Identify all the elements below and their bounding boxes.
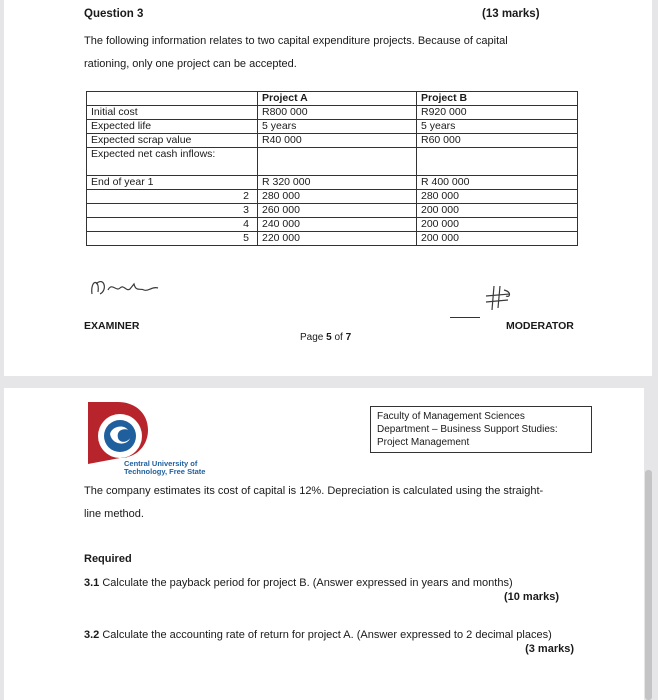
table-cell: Expected scrap value xyxy=(87,134,258,148)
table-cell: Initial cost xyxy=(87,106,258,120)
question-intro: The following information relates to two capital expenditure projects. Because of capital rationing, only one project can be accepted. xyxy=(84,35,508,70)
table-cell: 4 xyxy=(87,218,258,232)
table-cell: 3 xyxy=(87,204,258,218)
logo-text: Central University of Technology, Free State xyxy=(124,459,206,476)
table-cell: R 400 000 xyxy=(417,176,578,190)
examiner-label: EXAMINER xyxy=(84,320,140,332)
table-row xyxy=(87,176,578,190)
examiner-signature xyxy=(86,270,176,302)
q31-marks: (10 marks) xyxy=(503,591,559,603)
table-cell: 260 000 xyxy=(258,204,417,218)
table-row xyxy=(87,204,578,218)
table-row xyxy=(87,134,578,148)
table-cell: R 320 000 xyxy=(258,176,417,190)
table-cell xyxy=(258,148,417,176)
signature-line xyxy=(450,317,480,318)
table-row xyxy=(87,232,578,246)
table-cell: 200 000 xyxy=(417,204,578,218)
table-header-cell: Project A xyxy=(258,92,417,106)
table-cell: Expected net cash inflows: xyxy=(87,148,258,176)
required-heading: Required xyxy=(84,553,132,565)
table-row xyxy=(87,106,578,120)
table-cell: 5 xyxy=(87,232,258,246)
cut-logo-icon xyxy=(84,400,156,464)
table-row xyxy=(87,148,578,176)
table-cell: End of year 1 xyxy=(87,176,258,190)
table-cell xyxy=(417,148,578,176)
page-number: Page 5 of 7 xyxy=(300,332,352,343)
table-cell: 200 000 xyxy=(417,232,578,246)
table-cell: R60 000 xyxy=(417,134,578,148)
cost-of-capital-info: The company estimates its cost of capital is 12%. Depreciation is calculated using the straight-line method. xyxy=(84,485,544,520)
university-logo xyxy=(84,400,234,476)
scrollbar[interactable] xyxy=(645,470,652,700)
table-cell: R920 000 xyxy=(417,106,578,120)
question-3-2: 3.2 Calculate the accounting rate of return for project A. (Answer expressed to 2 decimal places) (3 marks) xyxy=(84,629,574,655)
table-row xyxy=(87,120,578,134)
projects-table xyxy=(86,91,578,246)
table-cell: Expected life xyxy=(87,120,258,134)
table-cell: 240 000 xyxy=(258,218,417,232)
table-cell: 200 000 xyxy=(417,218,578,232)
table-row xyxy=(87,218,578,232)
table-cell: 280 000 xyxy=(417,190,578,204)
moderator-label: MODERATOR xyxy=(506,320,574,332)
table-header-row xyxy=(87,92,578,106)
faculty-box: Faculty of Management Sciences Department – Business Support Studies: Project Management xyxy=(370,406,592,453)
question-marks: (13 marks) xyxy=(482,8,540,20)
question-title: Question 3 xyxy=(84,8,144,20)
table-cell: 5 years xyxy=(258,120,417,134)
table-header-cell: Project B xyxy=(417,92,578,106)
moderator-signature xyxy=(480,282,520,312)
question-3-1: 3.1 Calculate the payback period for project B. (Answer expressed in years and months) (10 marks) xyxy=(84,577,559,603)
table-cell: 5 years xyxy=(417,120,578,134)
table-row xyxy=(87,190,578,204)
q32-marks: (3 marks) xyxy=(525,643,574,655)
total-pages: 7 xyxy=(345,332,352,343)
document-page-6 xyxy=(4,388,644,700)
table-header-cell xyxy=(87,92,258,106)
table-cell: 280 000 xyxy=(258,190,417,204)
document-page-5 xyxy=(4,0,652,376)
table-cell: 2 xyxy=(87,190,258,204)
table-cell: R40 000 xyxy=(258,134,417,148)
table-cell: R800 000 xyxy=(258,106,417,120)
table-cell: 220 000 xyxy=(258,232,417,246)
current-page: 5 xyxy=(326,332,332,343)
